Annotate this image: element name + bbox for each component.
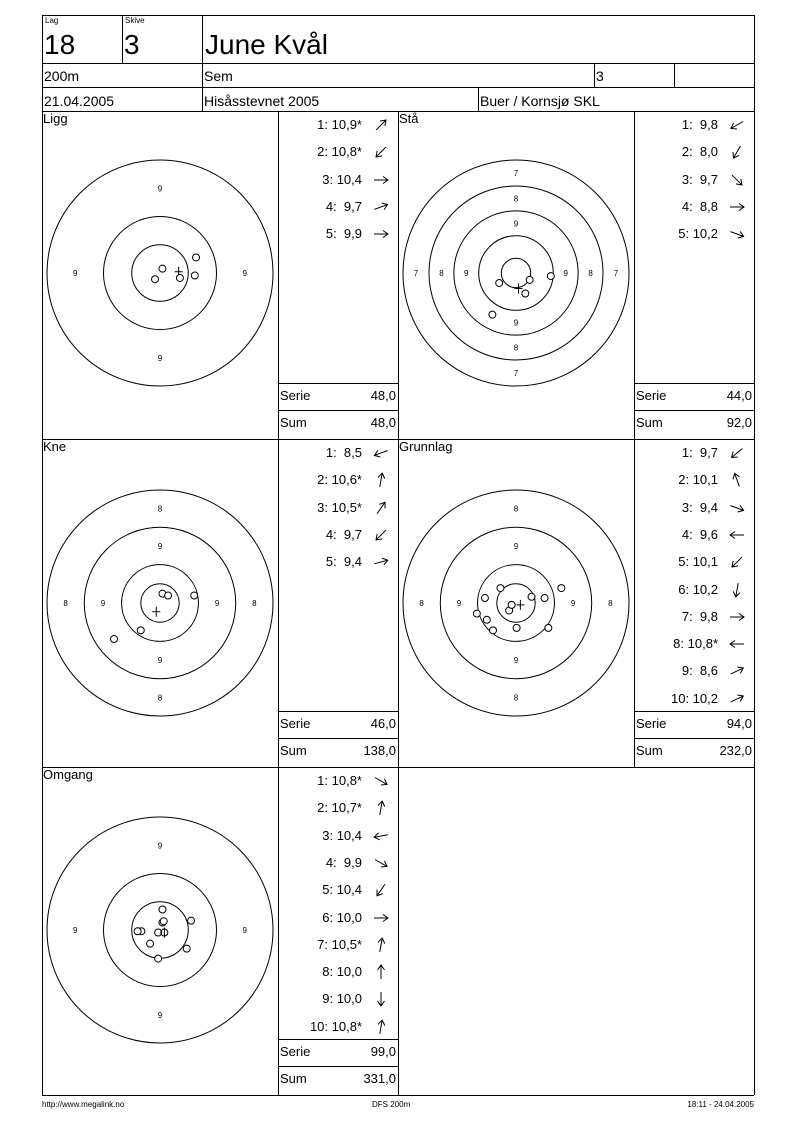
shot-value: 9: 10,0 bbox=[322, 991, 362, 1007]
shot-direction-arrow-icon bbox=[372, 445, 390, 461]
shot-direction-arrow-icon bbox=[372, 964, 390, 980]
shooter-name: June Kvål bbox=[205, 29, 328, 60]
shot-row bbox=[278, 527, 398, 543]
shot-direction-arrow-icon bbox=[728, 554, 746, 570]
shot-value: 1: 9,7 bbox=[681, 445, 718, 460]
frame-right bbox=[754, 15, 755, 1095]
shot-row bbox=[278, 554, 398, 570]
distance: 200m bbox=[44, 68, 80, 84]
ring-label: 9 bbox=[563, 269, 568, 278]
serie-divider bbox=[634, 711, 754, 712]
ring-label: 9 bbox=[242, 269, 247, 278]
shot-value: 3: 10,5* bbox=[317, 499, 362, 515]
target-diagram bbox=[40, 483, 280, 723]
shot-value: 3: 10,4 bbox=[322, 827, 362, 843]
shot-row bbox=[278, 855, 398, 871]
shot-mark-circle bbox=[473, 610, 480, 617]
target-ring bbox=[132, 245, 189, 302]
serie-label: Serie bbox=[280, 716, 311, 731]
sum-label: Sum bbox=[636, 743, 663, 758]
shot-value: 5: 10,1 bbox=[678, 554, 718, 570]
header-vline-class bbox=[594, 63, 595, 87]
header-vline-skive bbox=[202, 15, 203, 111]
ring-label: 8 bbox=[608, 599, 613, 608]
shot-direction-arrow-icon bbox=[372, 144, 390, 160]
shot-value: 3: 10,4 bbox=[322, 171, 362, 187]
footer-program: DFS 200m bbox=[372, 1100, 411, 1109]
shot-mark-circle bbox=[193, 254, 200, 261]
ring-label: 8 bbox=[157, 693, 163, 703]
ring-label: 9 bbox=[513, 219, 519, 229]
sum-value: 92,0 bbox=[726, 415, 752, 430]
shot-direction-arrow-icon bbox=[372, 500, 390, 516]
shot-direction-arrow-icon bbox=[728, 527, 746, 543]
shot-direction-arrow-icon bbox=[372, 882, 390, 898]
ring-label: 8 bbox=[513, 343, 519, 353]
shot-row bbox=[634, 472, 754, 488]
ring-label: 9 bbox=[464, 269, 469, 278]
shot-mark-cross bbox=[516, 600, 524, 610]
shot-direction-arrow-icon bbox=[372, 937, 390, 953]
shot-mark-circle bbox=[183, 945, 190, 952]
shot-row bbox=[634, 226, 754, 242]
sum-value: 48,0 bbox=[370, 415, 396, 430]
shot-direction-arrow-icon bbox=[372, 527, 390, 543]
footer-url[interactable]: http://www.megalink.no bbox=[42, 1100, 125, 1109]
shot-mark-circle bbox=[497, 585, 504, 592]
ring-label: 9 bbox=[456, 599, 462, 608]
shot-value: 5: 10,4 bbox=[322, 882, 362, 898]
shot-direction-arrow-icon bbox=[372, 910, 390, 926]
shot-mark-circle bbox=[496, 279, 503, 286]
sum-value: 331,0 bbox=[363, 1071, 396, 1086]
shot-direction-arrow-icon bbox=[372, 117, 390, 133]
shot-row bbox=[278, 800, 398, 816]
shot-direction-arrow-icon bbox=[728, 199, 746, 215]
shot-direction-arrow-icon bbox=[728, 500, 746, 516]
sum-label: Sum bbox=[280, 1071, 307, 1086]
shot-value: 4: 9,7 bbox=[325, 526, 362, 542]
serie-label: Serie bbox=[636, 388, 667, 403]
shot-mark-cross bbox=[514, 284, 522, 294]
shot-direction-arrow-icon bbox=[728, 117, 746, 133]
serie-label: Serie bbox=[280, 388, 311, 403]
shot-value: 9: 8,6 bbox=[681, 663, 718, 679]
shot-row bbox=[278, 226, 398, 242]
target-diagram bbox=[40, 810, 280, 1050]
ring-label: 8 bbox=[588, 269, 593, 278]
ring-label: 9 bbox=[513, 318, 519, 328]
shot-mark-circle bbox=[134, 928, 141, 935]
serie-divider bbox=[634, 383, 754, 384]
shot-direction-arrow-icon bbox=[728, 663, 746, 679]
shot-value: 1: 10,9* bbox=[317, 117, 362, 132]
shot-row bbox=[634, 500, 754, 516]
shot-direction-arrow-icon bbox=[372, 828, 390, 844]
sum-divider bbox=[634, 738, 754, 739]
shot-mark-circle bbox=[191, 592, 198, 599]
target-ring bbox=[141, 584, 179, 622]
ring-label: 9 bbox=[214, 599, 220, 608]
ring-label: 9 bbox=[570, 599, 576, 608]
shot-row bbox=[278, 500, 398, 516]
target-ring bbox=[47, 490, 273, 716]
shot-row bbox=[634, 172, 754, 188]
ring-label: 9 bbox=[513, 541, 519, 551]
header-vline-lag bbox=[122, 15, 123, 63]
shot-value: 6: 10,2 bbox=[678, 581, 718, 597]
section-title: Omgang bbox=[43, 767, 93, 782]
shot-row bbox=[634, 582, 754, 598]
shot-value: 3: 9,4 bbox=[681, 499, 718, 515]
ring-label: 9 bbox=[73, 269, 78, 278]
shot-value: 1: 10,8* bbox=[317, 773, 362, 788]
shot-row bbox=[278, 773, 398, 789]
section-title: Kne bbox=[43, 439, 67, 454]
shot-direction-arrow-icon bbox=[372, 773, 390, 789]
ring-label: 9 bbox=[157, 184, 163, 194]
shot-row bbox=[278, 828, 398, 844]
sum-label: Sum bbox=[280, 743, 307, 758]
shot-direction-arrow-icon bbox=[728, 226, 746, 242]
shot-row bbox=[634, 609, 754, 625]
shot-value: 6: 10,0 bbox=[322, 909, 362, 925]
ring-label: 8 bbox=[63, 599, 68, 608]
shot-row bbox=[634, 636, 754, 652]
ring-label: 8 bbox=[252, 599, 257, 608]
shot-row bbox=[634, 117, 754, 133]
ring-label: 8 bbox=[157, 504, 163, 514]
section-row-divider bbox=[42, 767, 398, 768]
shot-row bbox=[634, 144, 754, 160]
shot-row bbox=[634, 445, 754, 461]
shot-list-border bbox=[398, 767, 399, 1095]
serie-value: 94,0 bbox=[726, 716, 752, 731]
ring-label: 7 bbox=[513, 369, 519, 379]
shot-direction-arrow-icon bbox=[372, 800, 390, 816]
shot-direction-arrow-icon bbox=[372, 226, 390, 242]
ring-label: 9 bbox=[157, 1010, 163, 1020]
shot-direction-arrow-icon bbox=[728, 609, 746, 625]
section-row-divider bbox=[398, 767, 754, 768]
ring-label: 8 bbox=[513, 504, 519, 514]
shot-row bbox=[634, 691, 754, 707]
header-vline-club bbox=[478, 87, 479, 111]
shot-row bbox=[278, 937, 398, 953]
shot-value: 4: 9,9 bbox=[325, 854, 362, 870]
shot-value: 5: 9,4 bbox=[325, 554, 362, 570]
shot-value: 4: 8,8 bbox=[681, 198, 718, 214]
ring-label: 9 bbox=[100, 599, 106, 608]
serie-divider bbox=[278, 383, 398, 384]
shot-mark-circle bbox=[545, 624, 552, 631]
ring-label: 8 bbox=[419, 599, 424, 608]
place: Sem bbox=[204, 68, 233, 84]
serie-value: 44,0 bbox=[726, 388, 752, 403]
skive-label: Skive bbox=[125, 16, 145, 25]
shot-mark-circle bbox=[526, 276, 533, 283]
shot-direction-arrow-icon bbox=[728, 144, 746, 160]
ring-label: 9 bbox=[73, 926, 78, 935]
shot-direction-arrow-icon bbox=[372, 855, 390, 871]
shot-direction-arrow-icon bbox=[728, 472, 746, 488]
serie-divider bbox=[278, 711, 398, 712]
ring-label: 9 bbox=[242, 926, 247, 935]
target-ring bbox=[403, 490, 629, 716]
sum-label: Sum bbox=[280, 415, 307, 430]
sum-divider bbox=[278, 738, 398, 739]
ring-label: 9 bbox=[513, 656, 519, 666]
ring-label: 8 bbox=[439, 269, 444, 278]
shot-direction-arrow-icon bbox=[372, 1019, 390, 1035]
section-title: Ligg bbox=[43, 111, 68, 126]
frame-top bbox=[42, 15, 754, 16]
shot-row bbox=[278, 882, 398, 898]
shot-mark-circle bbox=[528, 593, 535, 600]
shot-row bbox=[634, 554, 754, 570]
ring-label: 7 bbox=[413, 269, 419, 278]
shot-value: 1: 9,8 bbox=[681, 117, 718, 132]
shot-mark-circle bbox=[483, 616, 490, 623]
sum-divider bbox=[634, 410, 754, 411]
shot-direction-arrow-icon bbox=[728, 636, 746, 652]
serie-value: 99,0 bbox=[370, 1044, 396, 1059]
lag-label: Lag bbox=[45, 16, 59, 25]
shot-value: 5: 9,9 bbox=[325, 226, 362, 242]
sum-label: Sum bbox=[636, 415, 663, 430]
shot-mark-circle bbox=[188, 917, 195, 924]
shot-row bbox=[278, 144, 398, 160]
sum-value: 138,0 bbox=[363, 743, 396, 758]
serie-label: Serie bbox=[636, 716, 667, 731]
target-diagram bbox=[396, 153, 636, 393]
shot-mark-circle bbox=[558, 585, 565, 592]
shot-mark-circle bbox=[508, 601, 515, 608]
serie-value: 48,0 bbox=[370, 388, 396, 403]
shot-row bbox=[278, 1019, 398, 1035]
shot-direction-arrow-icon bbox=[728, 691, 746, 707]
serie-divider bbox=[278, 1039, 398, 1040]
shot-mark-circle bbox=[155, 955, 162, 962]
section-title: Stå bbox=[399, 111, 419, 126]
ring-label: 8 bbox=[513, 194, 519, 204]
sum-divider bbox=[278, 1066, 398, 1067]
target-ring bbox=[479, 236, 554, 311]
shot-mark-circle bbox=[160, 918, 167, 925]
shot-row bbox=[278, 117, 398, 133]
target-diagram bbox=[40, 153, 280, 393]
serie-label: Serie bbox=[280, 1044, 311, 1059]
sum-value: 232,0 bbox=[719, 743, 752, 758]
target-ring bbox=[454, 211, 578, 335]
lag-value: 18 bbox=[44, 29, 76, 60]
shot-row bbox=[278, 472, 398, 488]
header-divider-1 bbox=[42, 63, 754, 64]
shot-mark-circle bbox=[513, 624, 520, 631]
shot-value: 4: 9,7 bbox=[325, 198, 362, 214]
shot-mark-circle bbox=[111, 636, 118, 643]
shot-direction-arrow-icon bbox=[728, 172, 746, 188]
shot-mark-circle bbox=[159, 265, 166, 272]
ring-label: 7 bbox=[513, 168, 519, 178]
shot-mark-circle bbox=[176, 274, 183, 281]
shot-mark-circle bbox=[489, 311, 496, 318]
target-ring bbox=[47, 160, 273, 386]
ring-label: 8 bbox=[513, 693, 519, 703]
target-ring bbox=[122, 565, 199, 642]
section-title: Grunnlag bbox=[399, 439, 453, 454]
shot-mark-circle bbox=[547, 273, 554, 280]
shot-row bbox=[278, 991, 398, 1007]
target-ring bbox=[501, 258, 530, 287]
shot-value: 1: 8,5 bbox=[325, 445, 362, 460]
ring-label: 9 bbox=[157, 656, 163, 666]
shot-mark-circle bbox=[490, 627, 497, 634]
shot-value: 7: 10,5* bbox=[317, 936, 362, 952]
shot-mark-circle bbox=[152, 276, 159, 283]
shot-mark-circle bbox=[137, 627, 144, 634]
shot-mark-circle bbox=[541, 595, 548, 602]
shot-mark-circle bbox=[165, 592, 172, 599]
shot-value: 2: 8,0 bbox=[681, 144, 718, 160]
shot-value: 8: 10,0 bbox=[322, 964, 362, 980]
shot-value: 2: 10,6* bbox=[317, 472, 362, 488]
shot-direction-arrow-icon bbox=[372, 199, 390, 215]
serie-value: 46,0 bbox=[370, 716, 396, 731]
shot-value: 5: 10,2 bbox=[678, 226, 718, 242]
shot-row bbox=[634, 199, 754, 215]
shot-value: 10: 10,2 bbox=[671, 690, 718, 706]
header-vline-extra bbox=[674, 63, 675, 87]
shot-direction-arrow-icon bbox=[372, 554, 390, 570]
shot-row bbox=[278, 910, 398, 926]
target-ring bbox=[104, 217, 217, 330]
shot-value: 8: 10,8* bbox=[673, 636, 718, 652]
footer-timestamp: 18:11 - 24.04.2005 bbox=[687, 1100, 754, 1109]
shot-value: 2: 10,7* bbox=[317, 800, 362, 816]
shot-row bbox=[278, 445, 398, 461]
ring-label: 9 bbox=[157, 841, 163, 851]
sum-divider bbox=[278, 410, 398, 411]
shot-row bbox=[278, 172, 398, 188]
shot-value: 10: 10,8* bbox=[309, 1018, 362, 1034]
shot-mark-circle bbox=[147, 940, 154, 947]
shot-direction-arrow-icon bbox=[372, 472, 390, 488]
shot-value: 4: 9,6 bbox=[681, 526, 718, 542]
shot-row bbox=[278, 964, 398, 980]
shot-value: 7: 9,8 bbox=[681, 608, 718, 624]
event-name: Hisåsstevnet 2005 bbox=[204, 93, 320, 109]
shot-direction-arrow-icon bbox=[728, 582, 746, 598]
shot-mark-circle bbox=[522, 290, 529, 297]
skive-value: 3 bbox=[124, 29, 140, 60]
shot-mark-circle bbox=[191, 272, 198, 279]
shot-row bbox=[278, 199, 398, 215]
header-divider-2 bbox=[42, 87, 754, 88]
shot-value: 3: 9,7 bbox=[681, 171, 718, 187]
ring-label: 7 bbox=[613, 269, 619, 278]
shot-value: 2: 10,1 bbox=[678, 472, 718, 488]
target-diagram bbox=[396, 483, 636, 723]
shot-direction-arrow-icon bbox=[372, 991, 390, 1007]
shot-row bbox=[634, 663, 754, 679]
ring-label: 9 bbox=[157, 541, 163, 551]
ring-label: 9 bbox=[157, 353, 163, 363]
shot-mark-circle bbox=[481, 595, 488, 602]
club-name: Buer / Kornsjø SKL bbox=[480, 93, 600, 109]
shot-mark-cross bbox=[152, 607, 160, 617]
shot-row bbox=[634, 527, 754, 543]
frame-bottom bbox=[42, 1095, 754, 1096]
date: 21.04.2005 bbox=[44, 93, 115, 109]
target-ring bbox=[429, 186, 603, 360]
shot-direction-arrow-icon bbox=[372, 172, 390, 188]
shot-value: 2: 10,8* bbox=[317, 144, 362, 160]
shot-direction-arrow-icon bbox=[728, 445, 746, 461]
shot-mark-circle bbox=[159, 906, 166, 913]
shooter-class: 3 bbox=[596, 68, 604, 84]
